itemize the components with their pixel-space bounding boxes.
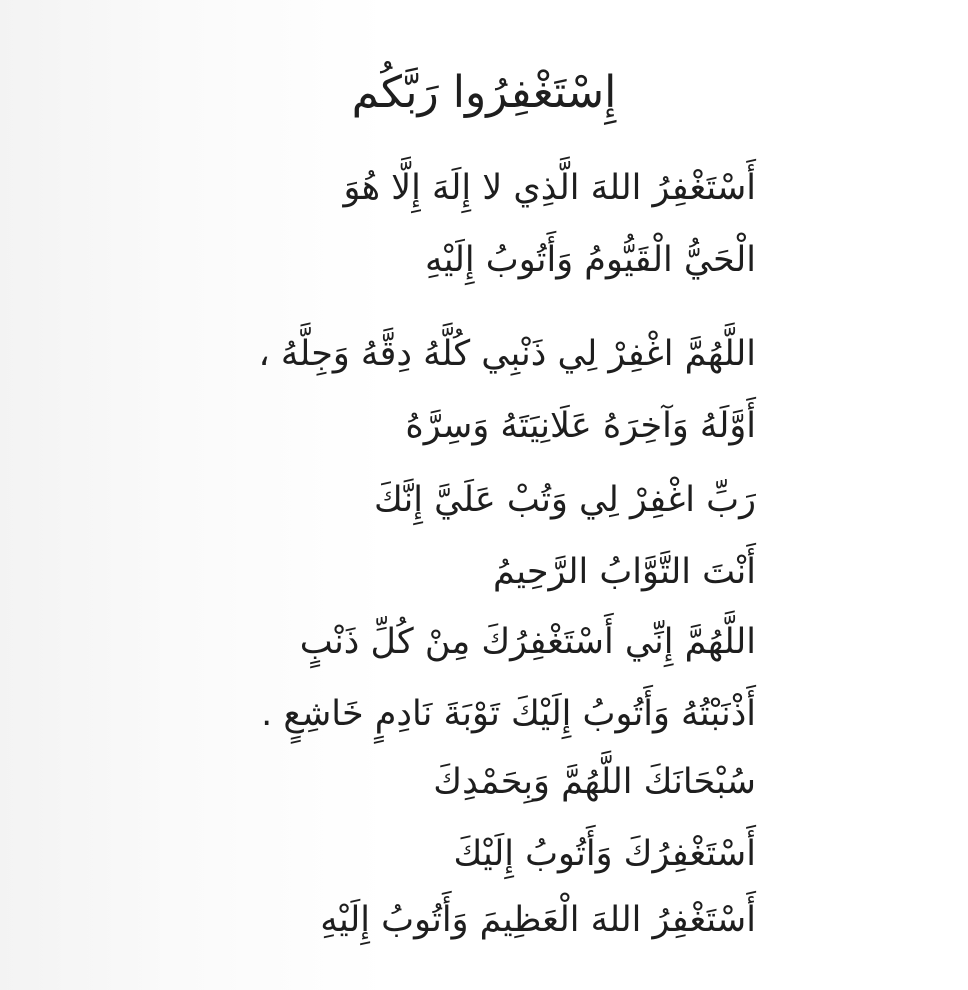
stanza-line: أَنْتَ التَّوَّابُ الرَّحِيمُ — [493, 552, 756, 592]
stanza-line: اللَّهُمَّ إِنِّي أَسْتَغْفِرُكَ مِنْ كُلِّ ذَنْبٍ — [299, 622, 756, 662]
stanza-2 — [216, 318, 756, 462]
stanza-5 — [216, 746, 756, 890]
stanza-line: أَسْتَغْفِرُ اللهَ الَّذِي لا إِلَهَ إِلَّا هُوَ — [343, 168, 756, 208]
stanza-line: الْحَيُّ الْقَيُّومُ وَأَتُوبُ إِلَيْهِ — [424, 240, 756, 280]
stanza-line: اللَّهُمَّ اغْفِرْ لِي ذَنْبِي كُلَّهُ دِقَّهُ وَجِلَّهُ ، — [258, 334, 756, 374]
stanza-line: سُبْحَانَكَ اللَّهُمَّ وَبِحَمْدِكَ — [433, 762, 756, 802]
stanza-line: رَبِّ اغْفِرْ لِي وَتُبْ عَلَيَّ إِنَّكَ — [374, 480, 756, 520]
stanza-line: أَذْنَبْتُهُ وَأَتُوبُ إِلَيْكَ تَوْبَةَ نَادِمٍ خَاشِعٍ . — [261, 694, 756, 734]
stanza-6 — [216, 884, 756, 956]
stanza-line: أَسْتَغْفِرُ اللهَ الْعَظِيمَ وَأَتُوبُ إِلَيْهِ — [320, 900, 756, 940]
stanza-1 — [216, 152, 756, 296]
page-title: إِسْتَغْفِرُوا رَبَّكُم — [351, 67, 617, 118]
stanza-3 — [216, 464, 756, 608]
stanza-line: أَوَّلَهُ وَآخِرَهُ عَلَانِيَتَهُ وَسِرَّهُ — [405, 406, 756, 446]
stanza-line: أَسْتَغْفِرُكَ وَأَتُوبُ إِلَيْكَ — [453, 834, 756, 874]
stanza-4 — [216, 606, 756, 750]
